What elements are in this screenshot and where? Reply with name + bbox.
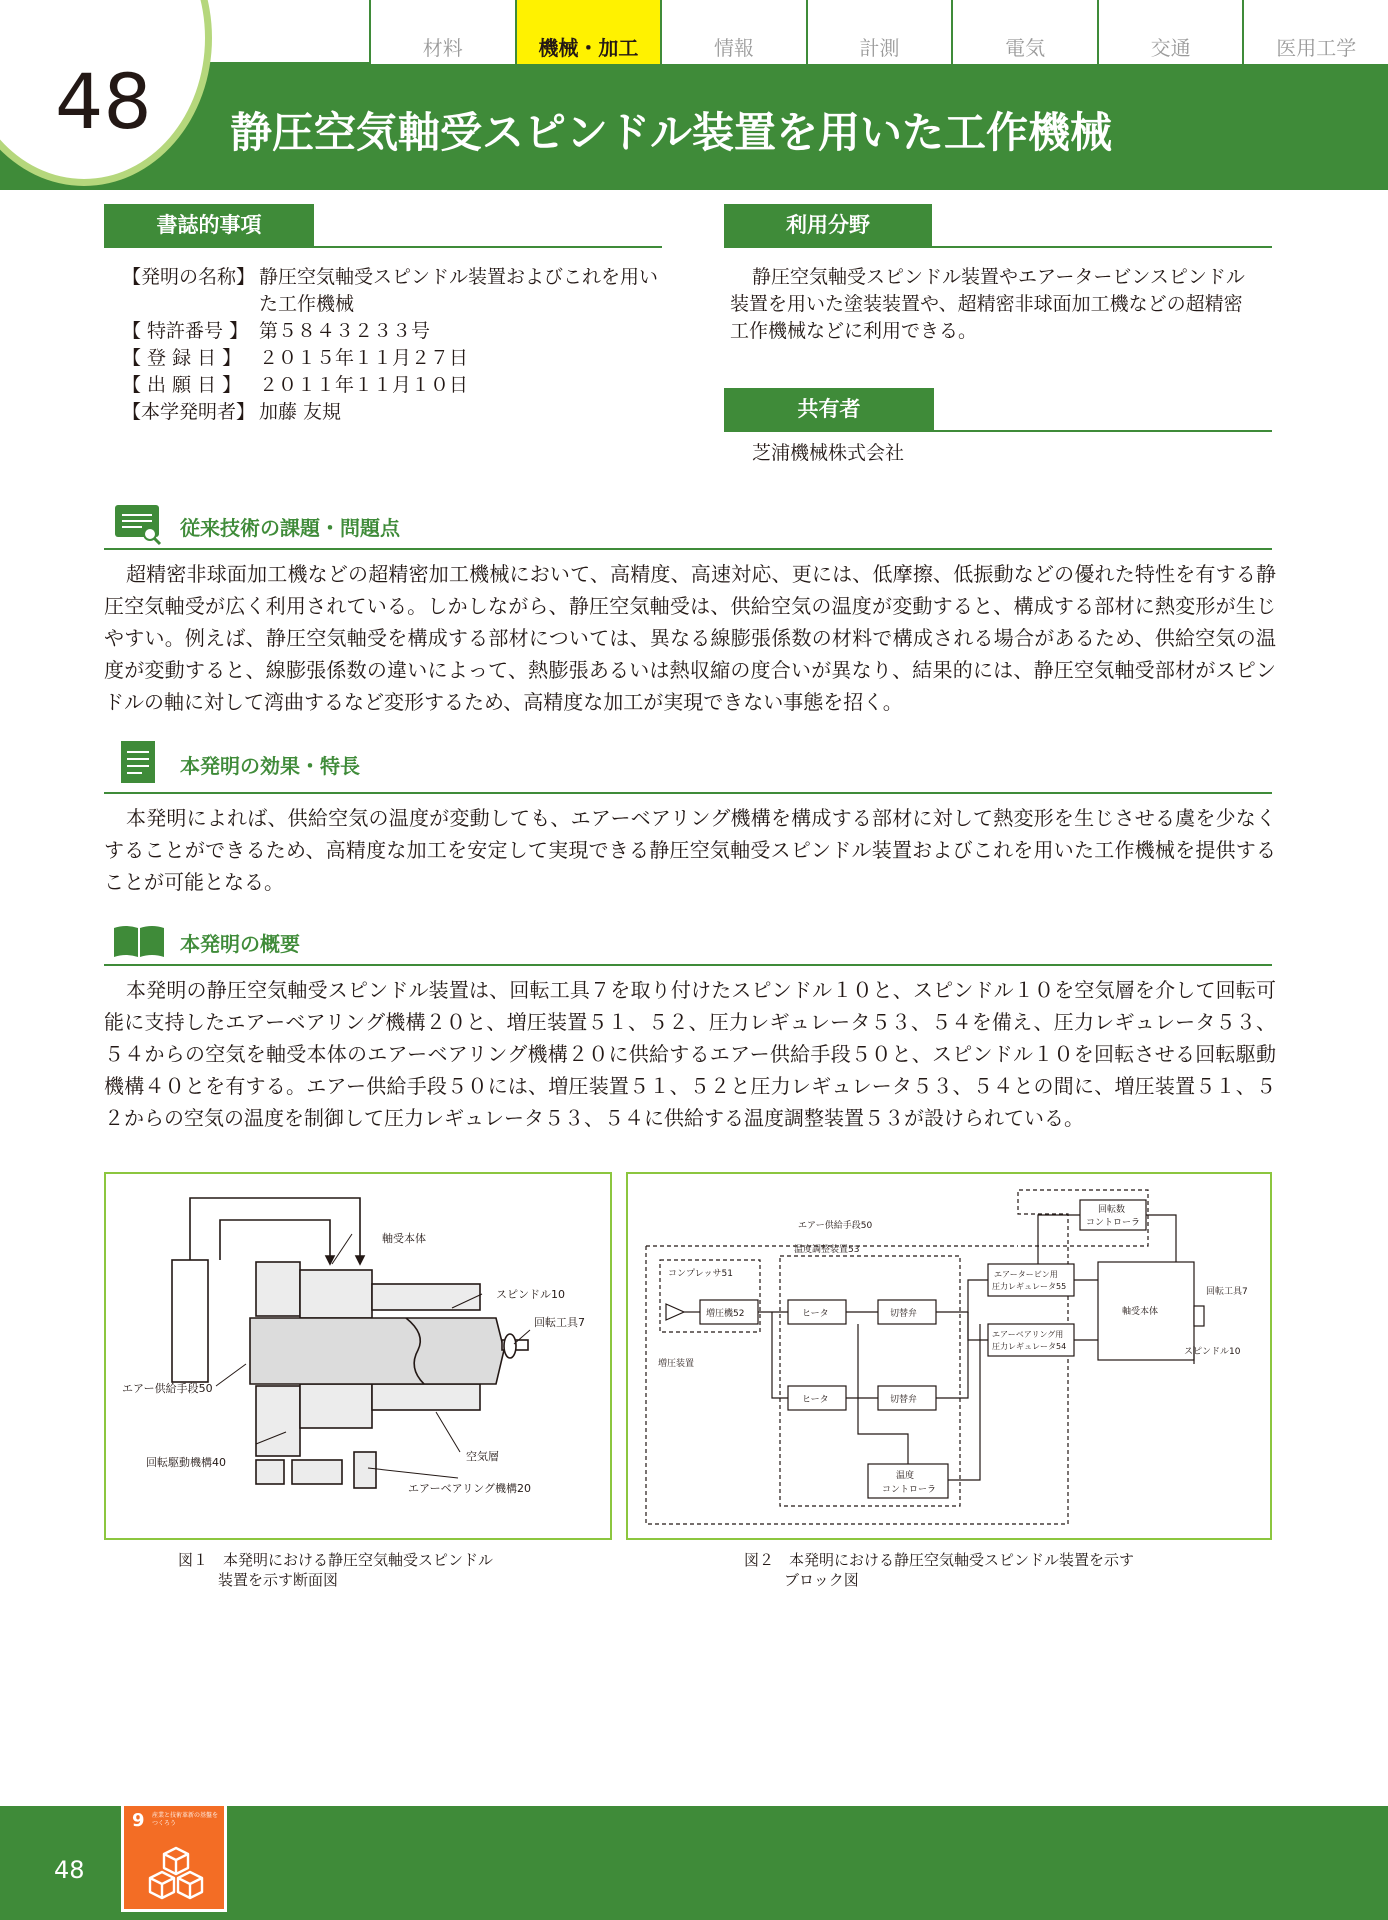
fig2-label-temp-controller: 温度 (896, 1471, 915, 1481)
fig2-label-valve-2: 切替弁 (890, 1395, 918, 1405)
cubes-icon (146, 1844, 206, 1900)
biblio-key: 【 登 録 日 】 (122, 347, 242, 369)
fig2-label-spindle: スピンドル10 (1184, 1347, 1241, 1357)
sdg-number: 9 (132, 1810, 145, 1831)
figure-2-block-diagram (626, 1172, 1272, 1540)
page-title: 静圧空気軸受スピンドル装置を用いた工作機械 (230, 108, 1113, 157)
figure-1-caption-line: 図１ 本発明における静圧空気軸受スピンドル (178, 1551, 494, 1569)
biblio-key: 【 出 願 日 】 (122, 374, 242, 396)
biblio-value: ２０１５年１１月２７日 (259, 347, 469, 369)
biblio-value: 加藤 友規 (259, 401, 342, 423)
tab-measurement[interactable]: 計測 (806, 0, 952, 64)
figure-1-sectional-view (104, 1172, 612, 1540)
biblio-value: 第５８４３２３３号 (259, 320, 431, 342)
section-title-effects: 本発明の効果・特長 (180, 754, 360, 778)
biblio-key: 【本学発明者】 (122, 401, 256, 423)
biblio-value: ２０１１年１１月１０日 (259, 374, 469, 396)
category-tabs (369, 0, 1388, 64)
figure-1-caption-line: 装置を示す断面図 (218, 1571, 339, 1589)
fig2-label-air-supply: エアー供給手段50 (798, 1221, 873, 1231)
fig2-label-bearing-body: 軸受本体 (1122, 1307, 1159, 1317)
biblio-row-inventor (122, 399, 659, 426)
tab-materials[interactable]: 材料 (369, 0, 515, 64)
section-title-overview: 本発明の概要 (180, 932, 300, 956)
document-icon (120, 740, 156, 784)
section-text-overview: 本発明の静圧空気軸受スピンドル装置は、回転工具７を取り付けたスピンドル１０と、スピンドル１０を空気層を介して回転可能に支持したエアーベアリング機構２０と、増圧装置５１、５２、圧力レギュレータ５３、５４を備え、圧力レギュレータ５３、５４からの空気を軸受本体のエアーベアリング機構２０に供給するエアー供給手段５０と、スピンドル１０を回転させる回転駆動機構４０とを有する。エアー供給手段５０には、増圧装置５１、５２と圧力レギュレータ５３、５４との間に、増圧装置５１、５２からの空気の温度を制御して圧力レギュレータ５３、５４に供給する温度調整装置５３が設けられている。 (104, 978, 1276, 1130)
entry-number: 48 (55, 57, 152, 146)
figure-1-caption (178, 1550, 578, 1590)
fig2-label-bearing-regulator: エアーベアリング用 (992, 1330, 1064, 1339)
section-rule (104, 964, 1272, 966)
usage-rule (724, 246, 1272, 248)
biblio-row-patent-number (122, 318, 659, 345)
section-text-problems: 超精密非球面加工機などの超精密加工機械において、高精度、高速対応、更には、低摩擦、低振動などの優れた特性を有する静圧空気軸受が広く利用されている。しかしながら、静圧空気軸受は、供給空気の温度が変動すると、構成する部材に熱変形が生じやすい。例えば、静圧空気軸受を構成する部材については、異なる線膨張係数の材料で構成される場合があるため、供給空気の温度が変動すると、線膨張係数の違いによって、熱膨張あるいは熱収縮の度合いが異なり、結果的には、静圧空気軸受部材がスピンドルの軸に対して湾曲するなど変形するため、高精度な加工が実現できない事態を招く。 (104, 562, 1276, 714)
fig1-label-drive: 回転駆動機構40 (146, 1456, 226, 1469)
biblio-value: 静圧空気軸受スピンドル装置およびこれを用いた工作機械 (259, 266, 659, 315)
figure-2-caption-line: ブロック図 (784, 1571, 859, 1589)
usage-text: 静圧空気軸受スピンドル装置やエアータービンスピンドル装置を用いた塗装装置や、超精密非球面加工機などの超精密工作機械などに利用できる。 (730, 266, 1245, 342)
page-number: 48 (54, 1856, 85, 1884)
usage-heading: 利用分野 (724, 204, 932, 246)
fig2-label-valve-1: 切替弁 (890, 1309, 918, 1319)
fig2-label-turbine-regulator: エアータービン用 (994, 1270, 1058, 1279)
tab-medical-engineering[interactable]: 医用工学 (1242, 0, 1388, 64)
fig2-label-turbine-regulator: 圧力レギュレータ55 (992, 1282, 1067, 1291)
fig1-label-tool: 回転工具7 (534, 1316, 585, 1329)
biblio-key: 【 特許番号 】 (122, 320, 249, 342)
monitor-icon (114, 504, 162, 546)
figure-2-caption (744, 1550, 1264, 1590)
fig2-label-speed-controller: コントローラ (1086, 1218, 1141, 1228)
section-title-problems: 従来技術の課題・問題点 (180, 516, 400, 540)
section-rule (104, 548, 1272, 550)
sdg-text: 産業と技術革新の基盤をつくろう (152, 1812, 219, 1827)
owner-heading: 共有者 (724, 388, 934, 430)
fig1-label-bearing-body: 軸受本体 (382, 1232, 426, 1245)
tab-electrical[interactable]: 電気 (951, 0, 1097, 64)
book-icon (112, 924, 166, 958)
tab-machinery[interactable]: 機械・加工 (515, 0, 661, 64)
fig2-label-booster: 増圧機52 (706, 1309, 745, 1319)
biblio-row-title (122, 264, 659, 318)
bibliography-list (122, 264, 659, 426)
tab-information[interactable]: 情報 (660, 0, 806, 64)
fig2-label-tool: 回転工具7 (1206, 1287, 1248, 1297)
bibliography-rule (104, 246, 662, 248)
fig2-label-bearing-regulator: 圧力レギュレータ54 (992, 1342, 1067, 1351)
fig2-label-temp-controller: コントローラ (882, 1485, 937, 1495)
bibliography-heading: 書誌的事項 (104, 204, 314, 246)
fig2-label-heater-2: ヒータ (802, 1395, 829, 1405)
biblio-row-filing-date (122, 372, 659, 399)
fig1-label-air-supply: エアー供給手段50 (122, 1382, 213, 1395)
owner-text: 芝浦機械株式会社 (752, 442, 905, 464)
owner-rule (724, 430, 1272, 432)
fig2-label-heater-1: ヒータ (802, 1309, 829, 1319)
tab-transport[interactable]: 交通 (1097, 0, 1243, 64)
fig2-label-compressor: コンプレッサ51 (668, 1269, 734, 1279)
figure-2-caption-line: 図２ 本発明における静圧空気軸受スピンドル装置を示す (744, 1551, 1135, 1569)
biblio-row-registration-date (122, 345, 659, 372)
fig1-label-air-layer: 空気層 (466, 1450, 499, 1463)
fig2-label-booster-device: 増圧装置 (658, 1359, 695, 1369)
fig2-label-temp-device: 温度調整装置53 (794, 1245, 860, 1255)
sdg-goal-9-badge (121, 1806, 227, 1912)
section-text-effects: 本発明によれば、供給空気の温度が変動しても、エアーベアリング機構を構成する部材に対して熱変形を生じさせる虞を少なくすることができるため、高精度な加工を安定して実現できる静圧空気軸受スピンドル装置およびこれを用いた工作機械を提供することが可能となる。 (104, 806, 1276, 894)
biblio-key: 【発明の名称】 (122, 266, 256, 288)
fig2-label-speed-controller: 回転数 (1098, 1205, 1126, 1215)
fig1-label-air-bearing: エアーベアリング機構20 (408, 1482, 532, 1495)
section-rule (104, 792, 1272, 794)
fig1-label-spindle: スピンドル10 (496, 1288, 565, 1301)
